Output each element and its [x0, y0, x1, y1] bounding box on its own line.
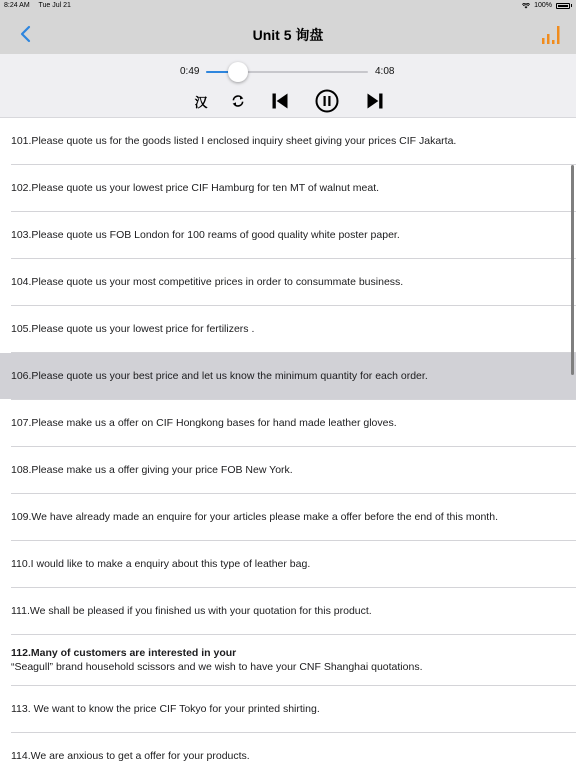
skip-next-icon — [365, 91, 385, 111]
list-item-text: 111.We shall be pleased if you finished us with your quotation for this product. — [11, 605, 372, 617]
chinese-toggle-button[interactable]: 汉 — [194, 95, 208, 111]
progress-thumb[interactable] — [228, 62, 248, 82]
skip-previous-icon — [270, 91, 290, 111]
repeat-button[interactable] — [227, 90, 249, 112]
list-item-text: 110.I would like to make a enquiry about this type of leather bag. — [11, 558, 311, 570]
pause-circle-icon — [315, 89, 339, 113]
next-button[interactable] — [364, 90, 386, 112]
list-item-content — [0, 353, 576, 399]
list-item[interactable] — [11, 118, 576, 165]
list-item-text: 113. We want to know the price CIF Tokyo for your printed shirting. — [11, 703, 320, 715]
list-item[interactable] — [11, 494, 576, 541]
list-item-heading: 112.Many of customers are interested in your — [11, 647, 237, 659]
audio-player — [0, 54, 576, 118]
battery-percent: 100% — [534, 2, 552, 9]
list-item-content — [0, 400, 576, 446]
list-item-content — [0, 118, 576, 164]
list-item[interactable] — [11, 447, 576, 494]
wifi-icon — [522, 3, 530, 9]
status-left — [4, 2, 78, 9]
status-bar — [0, 0, 576, 12]
list-item-content — [0, 259, 576, 305]
list-item-text: 114.We are anxious to get a offer for your products. — [11, 750, 250, 762]
list-item-content — [0, 635, 576, 685]
list-item[interactable] — [11, 353, 576, 400]
list-item[interactable] — [11, 259, 576, 306]
list-item[interactable] — [11, 686, 576, 733]
repeat-icon — [230, 93, 246, 109]
sentence-list[interactable] — [0, 118, 576, 768]
list-item[interactable] — [11, 635, 576, 686]
play-pause-button[interactable] — [315, 89, 339, 113]
status-date: Tue Jul 21 — [38, 2, 71, 9]
battery-tip — [571, 4, 572, 7]
list-item-text: 103.Please quote us FOB London for 100 reams of good quality white poster paper. — [11, 229, 400, 241]
list-item[interactable] — [11, 400, 576, 447]
battery-icon — [556, 3, 570, 9]
list-item-content — [0, 165, 576, 211]
list-item-content — [0, 686, 576, 732]
list-item[interactable] — [11, 733, 576, 768]
total-time: 4:08 — [375, 66, 395, 77]
list-item-text: 109.We have already made an enquire for your articles please make a offer before the end of this month. — [11, 511, 498, 523]
list-item-content — [0, 733, 576, 768]
list-item[interactable] — [11, 165, 576, 212]
nav-bar — [0, 12, 576, 54]
previous-button[interactable] — [269, 90, 291, 112]
list-item[interactable] — [11, 588, 576, 635]
bar-chart-icon — [538, 22, 562, 46]
list-item-text: 104.Please quote us your most competitive prices in order to consummate business. — [11, 276, 404, 288]
list-item[interactable] — [11, 212, 576, 259]
list-item-content — [0, 541, 576, 587]
list-item-content — [0, 588, 576, 634]
list-item-text: 105.Please quote us your lowest price for fertilizers . — [11, 323, 255, 335]
scrollbar[interactable] — [571, 165, 574, 375]
list-item[interactable] — [11, 541, 576, 588]
level-button[interactable] — [538, 22, 562, 46]
current-time: 0:49 — [180, 66, 200, 77]
page-title: Unit 5 询盘 — [252, 27, 324, 43]
progress-slider[interactable] — [206, 71, 368, 73]
status-time: 8:24 AM — [4, 2, 30, 9]
list-item-content — [0, 494, 576, 540]
list-item-text: 108.Please make us a offer giving your price FOB New York. — [11, 464, 293, 476]
list-item-content — [0, 447, 576, 493]
list-item-text: 106.Please quote us your best price and let us know the minimum quantity for each order. — [11, 370, 428, 382]
list-item-content — [0, 212, 576, 258]
list-item-text: “Seagull” brand household scissors and we wish to have your CNF Shanghai quotations. — [11, 661, 423, 673]
list-item-text: 102.Please quote us your lowest price CIF Hamburg for ten MT of walnut meat. — [11, 182, 380, 194]
list-item[interactable] — [11, 306, 576, 353]
status-right — [522, 2, 572, 9]
list-item-content — [0, 306, 576, 352]
list-item-text: 107.Please make us a offer on CIF Hongkong bases for hand made leather gloves. — [11, 417, 397, 429]
list-item-text: 101.Please quote us for the goods listed I enclosed inquiry sheet giving your prices CIF Jakarta. — [11, 135, 457, 147]
